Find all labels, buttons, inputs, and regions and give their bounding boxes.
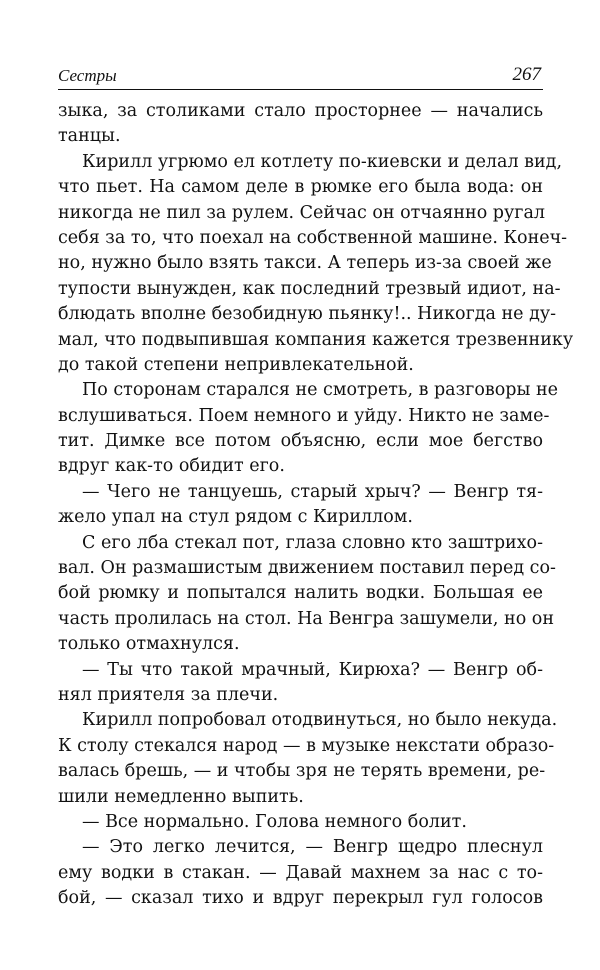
text-line: нял приятеля за плечи. bbox=[58, 684, 279, 705]
text-line: шили немедленно выпить. bbox=[58, 786, 304, 807]
text-line: тит. Димке все потом объясню, если мое бегство bbox=[58, 431, 543, 452]
text-line: мал, что подвыпившая компания кажется трезвеннику bbox=[58, 329, 574, 350]
header-rule bbox=[58, 89, 543, 90]
text-line: Кирилл угрюмо ел котлету по-киевски и делал вид, bbox=[82, 151, 563, 172]
text-line: валась брешь, — и чтобы зря не терять времени, ре- bbox=[58, 761, 546, 782]
text-line: К столу стекался народ — в музыке некстати образо- bbox=[58, 735, 555, 756]
paragraph bbox=[58, 835, 543, 911]
text-line: блюдать вполне безобидную пьянку!.. Никогда не ду- bbox=[58, 304, 557, 325]
text-line: только отмахнулся. bbox=[58, 634, 240, 655]
paragraph bbox=[58, 531, 556, 658]
page-number: 267 bbox=[512, 64, 541, 85]
text-line: вслушиваться. Поем немного и уйду. Никто не заме- bbox=[58, 405, 550, 426]
text-line: до такой степени непривлекательной. bbox=[58, 354, 414, 375]
text-line: — Все нормально. Голова немного болит. bbox=[82, 811, 467, 832]
body-text bbox=[58, 99, 574, 912]
text-line: часть пролилась на стол. На Венгра зашумели, но он bbox=[58, 608, 555, 629]
text-line: тупости вынужден, как последний трезвый идиот, на- bbox=[58, 278, 561, 299]
text-line: себя за то, что поехал на собственной машине. Конеч- bbox=[58, 227, 568, 248]
text-line: но, нужно было взять такси. А теперь из-за своей же bbox=[58, 253, 552, 274]
text-line: С его лба стекал пот, глаза словно кто заштрихо- bbox=[82, 532, 543, 553]
text-line: жело упал на стул рядом с Кириллом. bbox=[58, 507, 413, 528]
running-title: Сестры bbox=[58, 66, 117, 85]
text-line: зыка, за столиками стало просторнее — начались bbox=[58, 101, 543, 121]
text-line: никогда не пил за рулем. Сейчас он отчаянно ругал bbox=[58, 202, 546, 223]
text-line: бой, — сказал тихо и вдруг перекрыл гул голосов bbox=[58, 888, 543, 909]
text-line: бой рюмку и попытался налить водки. Большая ее bbox=[58, 583, 543, 604]
paragraph bbox=[58, 378, 558, 480]
paragraph bbox=[58, 99, 543, 150]
text-line: ему водки в стакан. — Давай махнем за нас с то- bbox=[58, 862, 543, 883]
text-line: Кирилл попробовал отодвинуться, но было некуда. bbox=[82, 710, 558, 731]
paragraph bbox=[58, 658, 543, 709]
text-line: что пьет. На самом деле в рюмке его была вода: он bbox=[58, 177, 543, 198]
paragraph bbox=[58, 810, 543, 835]
text-line: — Чего не танцуешь, старый хрыч? — Венгр тя- bbox=[82, 481, 543, 502]
page-header bbox=[58, 62, 543, 88]
text-line: вдруг как-то обидит его. bbox=[58, 456, 285, 477]
paragraph bbox=[58, 708, 558, 810]
text-line: танцы. bbox=[58, 126, 121, 147]
text-line: — Это легко лечится, — Венгр щедро плеснул bbox=[82, 837, 543, 858]
paragraph bbox=[58, 480, 543, 531]
text-line: — Ты что такой мрачный, Кирюха? — Венгр об- bbox=[82, 659, 543, 680]
text-line: По сторонам старался не смотреть, в разговоры не bbox=[82, 380, 558, 401]
text-line: вал. Он размашистым движением поставил перед со- bbox=[58, 558, 556, 579]
paragraph bbox=[58, 150, 574, 379]
